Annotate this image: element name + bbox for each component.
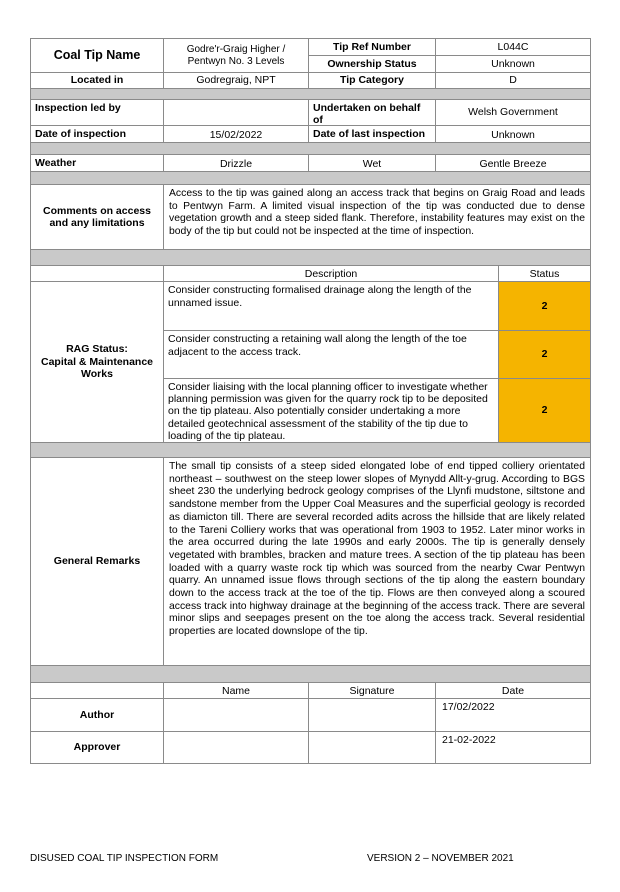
located-label: Located in: [30, 72, 164, 89]
last-inspection-value: Unknown: [435, 125, 591, 143]
rag-label-line2: Capital & Maintenance Works: [40, 355, 154, 381]
separator-bar: [30, 665, 591, 683]
footer-form-title: DISUSED COAL TIP INSPECTION FORM: [30, 853, 219, 864]
general-remarks-text: The small tip consists of a steep sided elongated lobe of end tipped colliery orientated northeast – southwest on the steep lower slopes of Mynydd Allt-y-grug. According to BGS sheet 230 the underlying bedrock geology comprises of the Llynfi mudstone, siltstone and sandstone member from the Upper Coal Measures and the superficial geology is recorded as diamicton till. There are several recorded adits across the hillside that are likely related to the Tareni Colliery works that was operational from 1903 to 1952. Later minor works in the area occurred during the late 1990s and early 2000s. The tip is generally densely vegetated with brambles, bracken and mature trees. A section of the tip plateau has been loaded with a quarry waste rock tip which was sourced from the nearby Cwar Pentwyn quarry. An unnamed issue flows through sections of the tip along the eastern boundary down to the access track at the toe of the tip. Flows are then conveyed along a scoured access track into highway drainage at the beginning of the access track. There are several minor slips and seepages present on the toe along the access track. Several residential properties are located downslope of the tip.: [163, 457, 591, 666]
author-date: 17/02/2022: [435, 698, 591, 732]
separator-bar: [30, 171, 591, 185]
approver-name: [163, 731, 309, 764]
approver-date: 21-02-2022: [435, 731, 591, 764]
behalf-value: Welsh Government: [435, 99, 591, 126]
inspection-led-value: [163, 99, 309, 126]
tip-ref-value: L044C: [435, 38, 591, 56]
inspection-led-label: Inspection led by: [30, 99, 164, 126]
coal-tip-name-label: Coal Tip Name: [30, 38, 164, 73]
signoff-header-blank: [30, 682, 164, 699]
comments-text: Access to the tip was gained along an access track that begins on Graig Road and leads to Pentwyn Farm. A limited visual inspection of the tip was conducted due to dense vegetation growth and a steep sided flank. Therefore, instability features may exist on the body of the tip but could not be inspected at the time of inspection.: [163, 184, 591, 250]
approver-signature: [308, 731, 436, 764]
behalf-label: Undertaken on behalf of: [308, 99, 436, 126]
weather-value-2: Wet: [308, 154, 436, 172]
rag-row-2-description: Consider constructing a retaining wall along the length of the toe adjacent to the access track.: [163, 330, 499, 379]
rag-status-header: Status: [498, 265, 591, 282]
separator-bar: [30, 442, 591, 458]
tip-ref-label: Tip Ref Number: [308, 38, 436, 56]
rag-description-header: Description: [163, 265, 499, 282]
author-label: Author: [30, 698, 164, 732]
signoff-name-header: Name: [163, 682, 309, 699]
inspection-date-label: Date of inspection: [30, 125, 164, 143]
rag-row-3-status: 2: [498, 378, 591, 443]
approver-label: Approver: [30, 731, 164, 764]
rag-row-3-description: Consider liaising with the local planning officer to investigate whether planning permission was given for the quarry rock tip to be deposited on the tip plateau. Also potentially consider undertaking a more detailed geotechnical assessment of the stability of the tip due to loading of the tip plateau.: [163, 378, 499, 443]
category-label: Tip Category: [308, 72, 436, 89]
inspection-date-value: 15/02/2022: [163, 125, 309, 143]
coal-tip-name-value: Godre'r-Graig Higher / Pentwyn No. 3 Levels: [163, 38, 309, 73]
rag-row-1-status: 2: [498, 281, 591, 331]
located-value: Godregraig, NPT: [163, 72, 309, 89]
category-value: D: [435, 72, 591, 89]
general-remarks-label: General Remarks: [30, 457, 164, 666]
comments-label: Comments on access and any limitations: [30, 184, 164, 250]
rag-label-line1: RAG Status:: [66, 343, 128, 356]
ownership-label: Ownership Status: [308, 55, 436, 73]
weather-label: Weather: [30, 154, 164, 172]
rag-header-blank: [30, 265, 164, 282]
weather-value-1: Drizzle: [163, 154, 309, 172]
rag-row-2-status: 2: [498, 330, 591, 379]
ownership-value: Unknown: [435, 55, 591, 73]
rag-label: [30, 281, 164, 443]
footer-version: VERSION 2 – NOVEMBER 2021: [367, 853, 514, 864]
rag-row-1-description: Consider constructing formalised drainage along the length of the unnamed issue.: [163, 281, 499, 331]
weather-value-3: Gentle Breeze: [435, 154, 591, 172]
last-inspection-label: Date of last inspection: [308, 125, 436, 143]
author-name: [163, 698, 309, 732]
signoff-signature-header: Signature: [308, 682, 436, 699]
signoff-date-header: Date: [435, 682, 591, 699]
separator-bar: [30, 249, 591, 266]
author-signature: [308, 698, 436, 732]
